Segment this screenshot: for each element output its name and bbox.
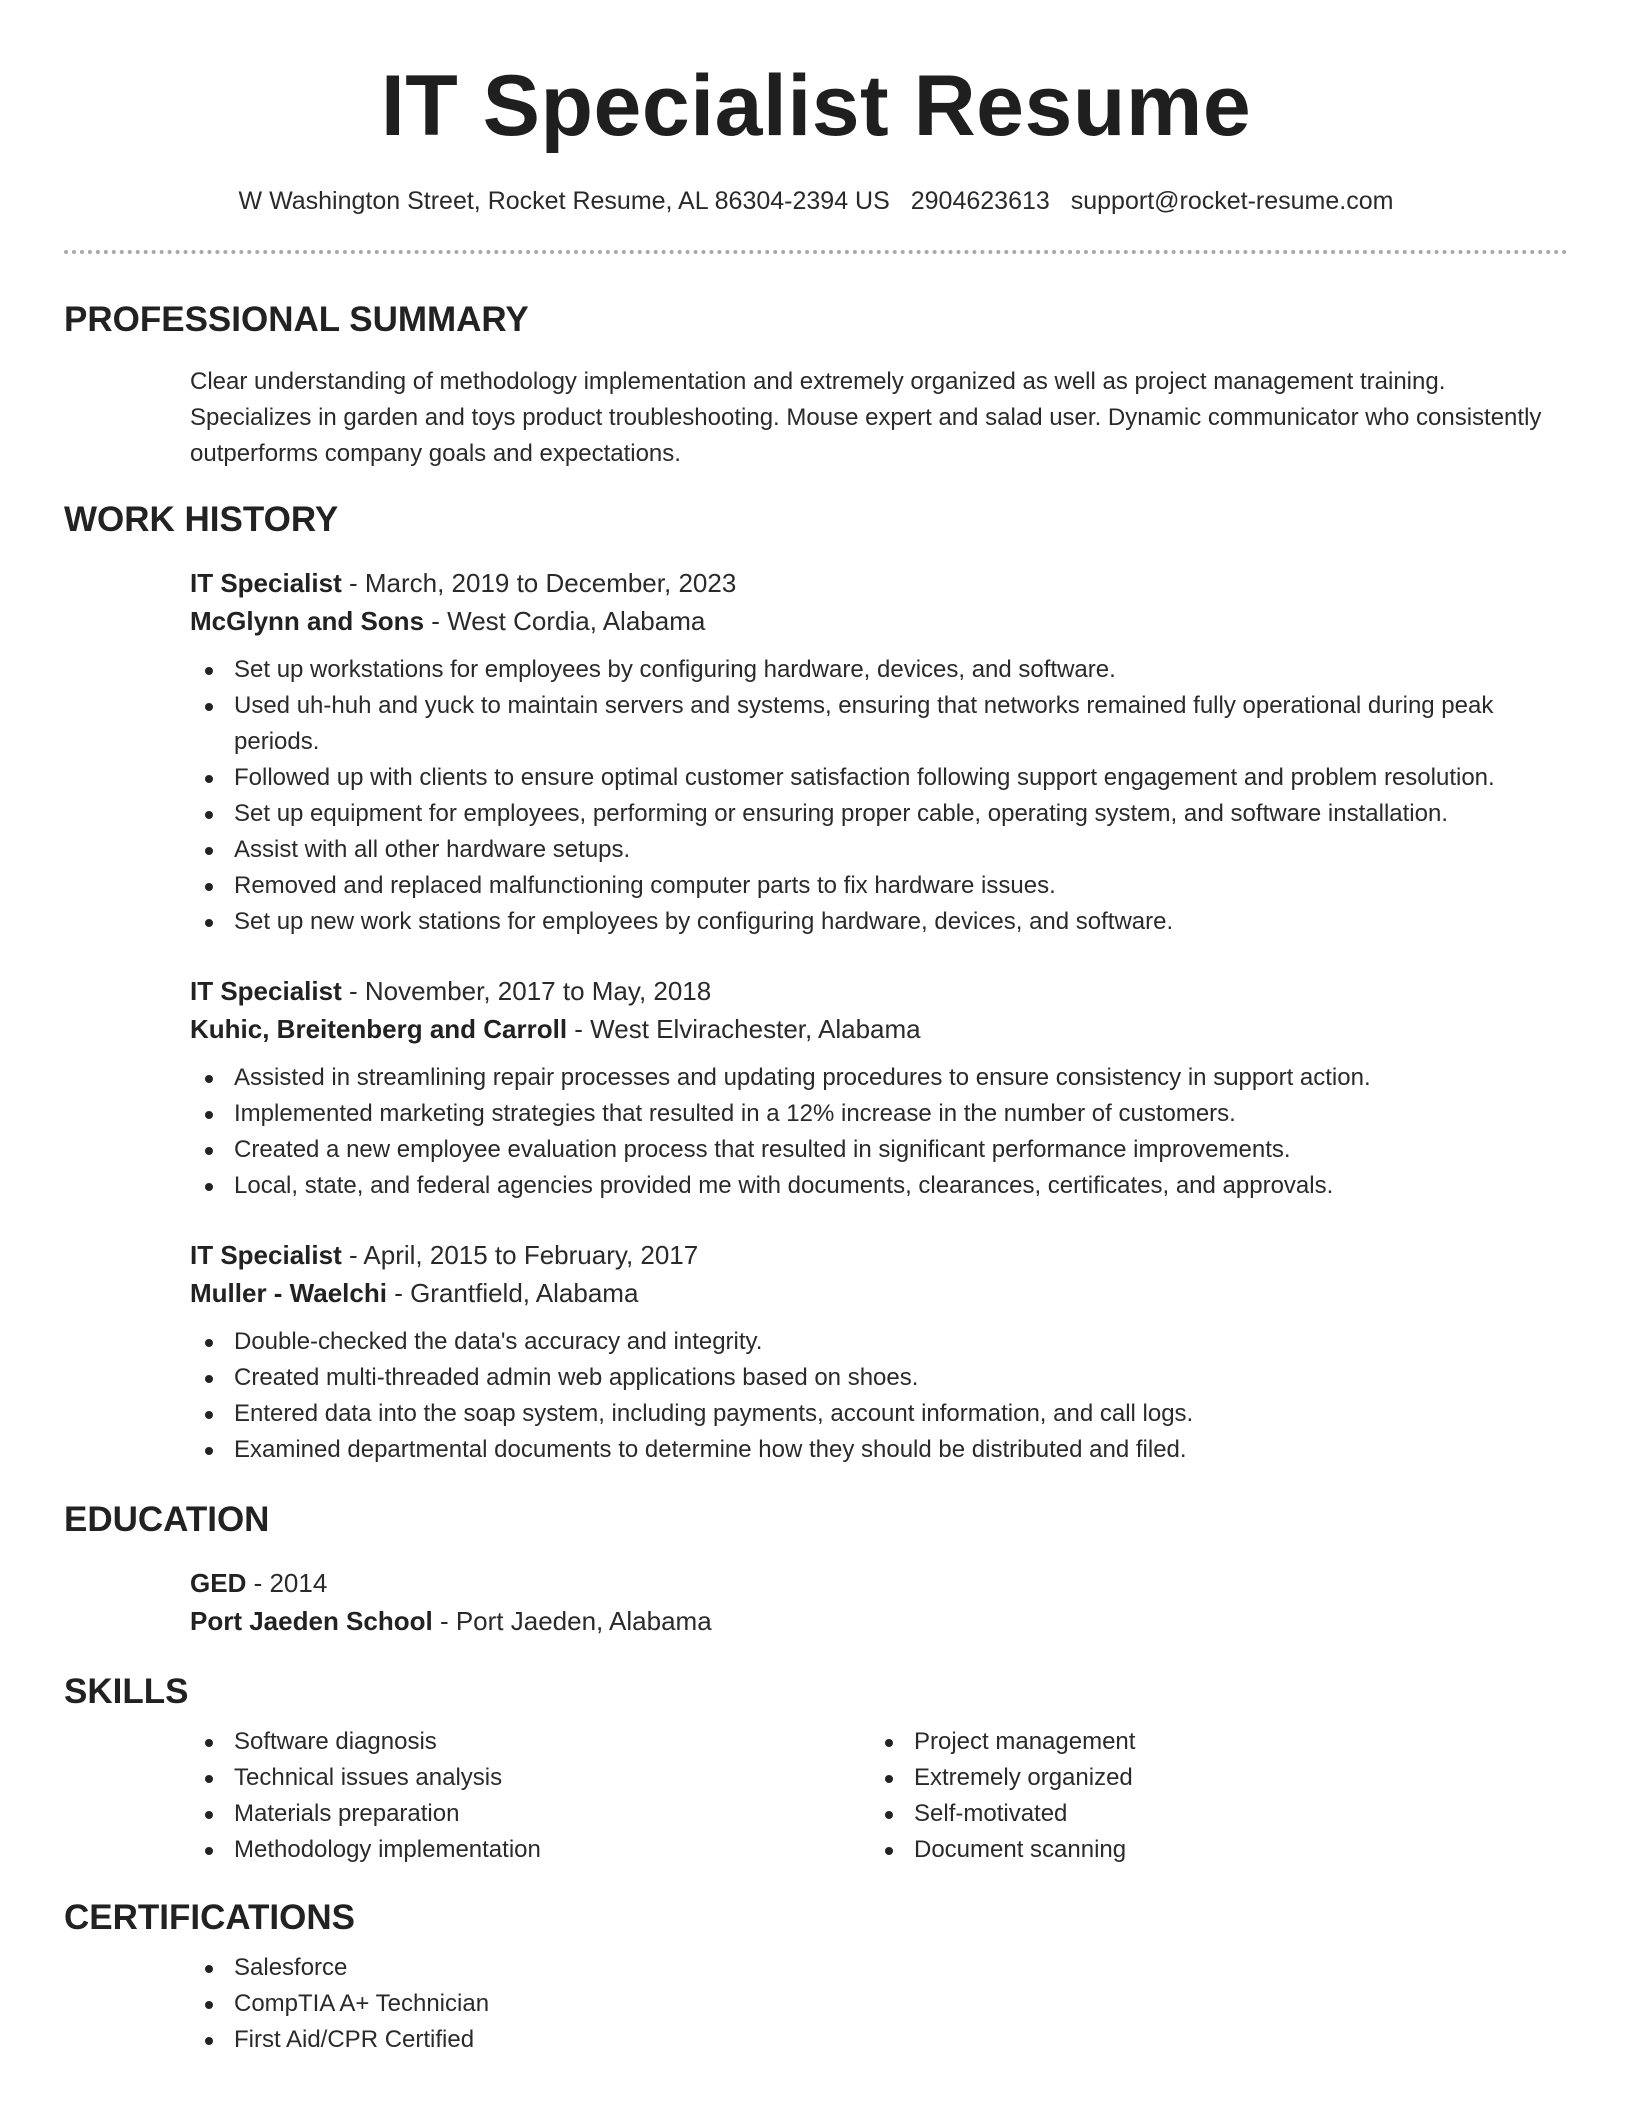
- education-year: - 2014: [246, 1568, 328, 1598]
- page-title: IT Specialist Resume: [380, 58, 1252, 154]
- contact-phone: 2904623613: [910, 187, 1050, 215]
- job-bullets: [190, 652, 1568, 940]
- skill-item: Self-motivated: [870, 1796, 1550, 1832]
- job-location: - West Cordia, Alabama: [424, 606, 706, 636]
- skill-item: Technical issues analysis: [190, 1760, 870, 1796]
- certifications-section: [190, 1950, 1568, 2058]
- job-bullet: Assisted in streamlining repair processes and updating procedures to ensure consistency in support action.: [190, 1060, 1568, 1096]
- skill-item: Software diagnosis: [190, 1724, 870, 1760]
- certification-item: Salesforce: [190, 1950, 1568, 1986]
- job-bullet: Set up workstations for employees by configuring hardware, devices, and software.: [190, 652, 1568, 688]
- job-company: Muller - Waelchi: [190, 1278, 387, 1308]
- job-bullet: Followed up with clients to ensure optimal customer satisfaction following support engagement and problem resolution.: [190, 760, 1568, 796]
- job-bullet: Removed and replaced malfunctioning computer parts to fix hardware issues.: [190, 868, 1568, 904]
- job-bullets: [190, 1060, 1568, 1204]
- job-bullet: Used uh-huh and yuck to maintain servers and systems, ensuring that networks remained fully operational during peak periods.: [190, 688, 1568, 760]
- education-heading: EDUCATION: [64, 1500, 270, 1539]
- job-bullets: [190, 1324, 1568, 1468]
- header-divider: [64, 250, 1568, 254]
- education-degree-line: [190, 1564, 1568, 1602]
- job-entry: [190, 1236, 1568, 1468]
- summary-text: Clear understanding of methodology implementation and extremely organized as well as project management training. Specializes in garden and toys product troubleshooting. Mouse expert and salad user. Dynamic communicator who consistently outperforms company goals and expectations.: [190, 368, 1542, 467]
- skills-heading: SKILLS: [64, 1672, 189, 1711]
- job-title: IT Specialist: [190, 568, 342, 598]
- skill-item: Project management: [870, 1724, 1550, 1760]
- job-bullet: Double-checked the data's accuracy and integrity.: [190, 1324, 1568, 1360]
- job-location: - Grantfield, Alabama: [386, 1278, 639, 1308]
- job-bullet: Created a new employee evaluation process that resulted in significant performance improvements.: [190, 1132, 1568, 1168]
- job-entry: [190, 564, 1568, 940]
- job-bullet: Entered data into the soap system, including payments, account information, and call logs.: [190, 1396, 1568, 1432]
- job-bullet: Set up equipment for employees, performing or ensuring proper cable, operating system, and software installation.: [190, 796, 1568, 832]
- job-dates: - March, 2019 to December, 2023: [341, 568, 737, 598]
- education-degree: GED: [190, 1568, 247, 1598]
- skill-item: Document scanning: [870, 1832, 1550, 1868]
- skills-list-left: [190, 1724, 870, 1868]
- certifications-list: [190, 1950, 1568, 2058]
- skills-list-right: [870, 1724, 1550, 1868]
- job-dates: - April, 2015 to February, 2017: [341, 1240, 699, 1270]
- education-entry: [190, 1564, 1568, 1640]
- job-bullet: Created multi-threaded admin web applications based on shoes.: [190, 1360, 1568, 1396]
- job-title-line: [190, 564, 1568, 602]
- education-school-line: [190, 1602, 1568, 1640]
- certification-item: CompTIA A+ Technician: [190, 1986, 1568, 2022]
- job-bullet: Set up new work stations for employees by configuring hardware, devices, and software.: [190, 904, 1568, 940]
- job-title-line: [190, 972, 1568, 1010]
- job-company-line: [190, 602, 1568, 640]
- job-entry: [190, 972, 1568, 1204]
- education-location: - Port Jaeden, Alabama: [432, 1606, 712, 1636]
- job-title-line: [190, 1236, 1568, 1274]
- skill-item: Methodology implementation: [190, 1832, 870, 1868]
- job-company-line: [190, 1010, 1568, 1048]
- job-bullet: Examined departmental documents to determine how they should be distributed and filed.: [190, 1432, 1568, 1468]
- job-dates: - November, 2017 to May, 2018: [341, 976, 712, 1006]
- education-school: Port Jaeden School: [190, 1606, 433, 1636]
- job-title: IT Specialist: [190, 1240, 342, 1270]
- contact-email: support@rocket-resume.com: [1070, 187, 1394, 215]
- contact-address: W Washington Street, Rocket Resume, AL 86304-2394 US: [238, 187, 890, 215]
- job-company-line: [190, 1274, 1568, 1312]
- skill-item: Extremely organized: [870, 1760, 1550, 1796]
- summary-heading: PROFESSIONAL SUMMARY: [64, 300, 529, 339]
- skills-grid: [190, 1724, 1568, 1868]
- job-bullet: Implemented marketing strategies that resulted in a 12% increase in the number of customers.: [190, 1096, 1568, 1132]
- certifications-heading: CERTIFICATIONS: [64, 1898, 356, 1937]
- skill-item: Materials preparation: [190, 1796, 870, 1832]
- certification-item: First Aid/CPR Certified: [190, 2022, 1568, 2058]
- work-history-heading: WORK HISTORY: [64, 500, 339, 539]
- job-bullet: Local, state, and federal agencies provided me with documents, clearances, certificates, and approvals.: [190, 1168, 1568, 1204]
- job-bullet: Assist with all other hardware setups.: [190, 832, 1568, 868]
- job-location: - West Elvirachester, Alabama: [567, 1014, 921, 1044]
- job-title: IT Specialist: [190, 976, 342, 1006]
- job-company: Kuhic, Breitenberg and Carroll: [190, 1014, 568, 1044]
- job-company: McGlynn and Sons: [190, 606, 425, 636]
- contact-line: [64, 184, 1568, 218]
